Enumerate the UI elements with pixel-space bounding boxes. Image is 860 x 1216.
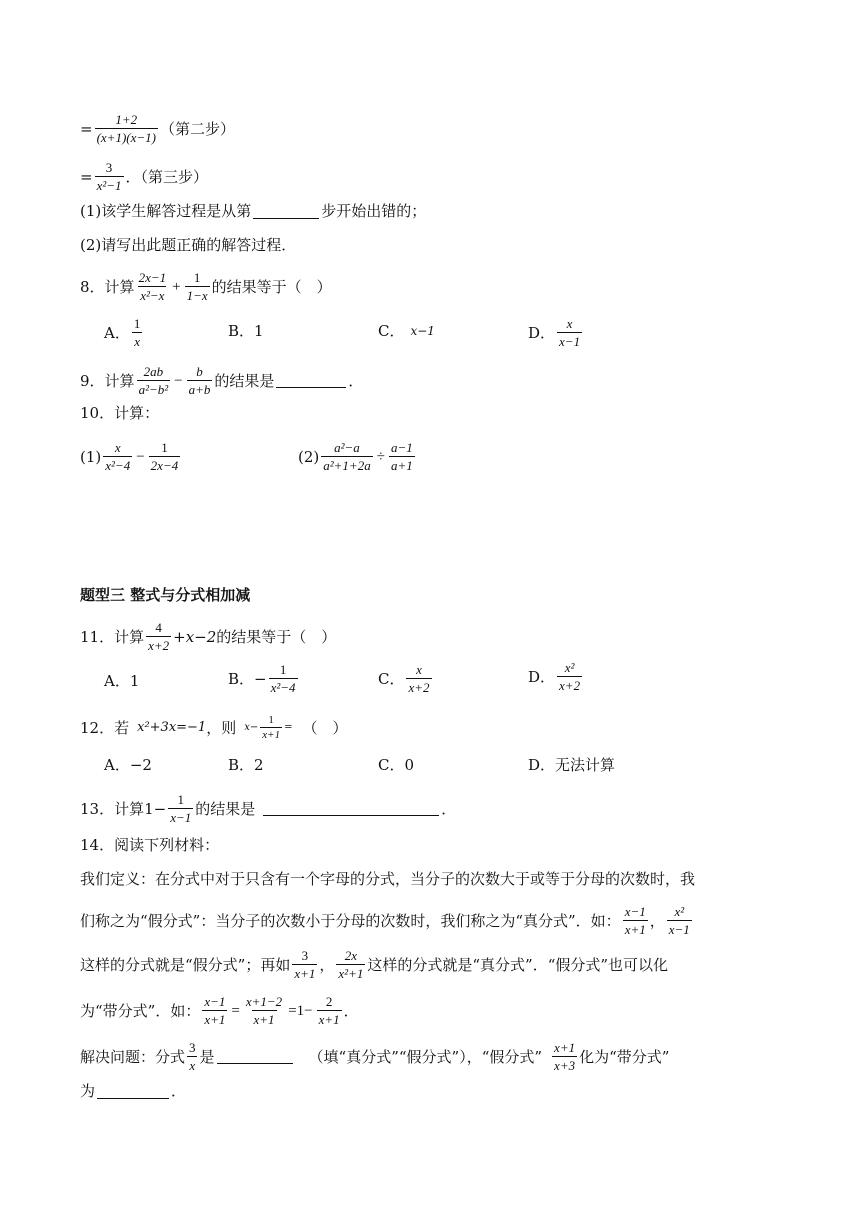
option-key: B．	[228, 756, 255, 774]
paragraph-text: 们称之为“假分式”：当分子的次数小于分母的次数时，我们称之为“真分式”．如：	[80, 911, 621, 930]
option-a[interactable]	[104, 670, 139, 691]
solution-step-3	[80, 160, 208, 193]
option-value: −2	[129, 755, 152, 774]
fraction: $\frac{1}{\text{x²−4}}$	[270, 662, 296, 695]
fraction: x² x−1	[668, 904, 690, 937]
paragraph-line	[80, 904, 694, 937]
question-11	[80, 620, 336, 653]
part-label: (1)	[80, 447, 102, 466]
fraction: x² x+2	[559, 660, 581, 693]
question-number: 13．	[80, 799, 115, 818]
fraction: x x+2	[408, 662, 430, 695]
paragraph-line	[80, 948, 668, 981]
operator: −	[174, 372, 183, 389]
option-b[interactable]	[228, 320, 264, 341]
option-key: B．	[228, 322, 255, 340]
fraction: 2x x²+1	[338, 948, 364, 981]
answer-blank[interactable]	[263, 801, 439, 816]
question-number: 8．	[80, 277, 105, 296]
option-key: C．	[378, 670, 405, 688]
option-key: D．	[528, 756, 556, 774]
option-key: C．	[378, 756, 405, 774]
fraction: x x²−4	[105, 440, 131, 473]
paragraph-text: 为	[80, 1082, 96, 1100]
answer-blank[interactable]	[97, 1084, 169, 1099]
fraction: 2x−1 x²−x	[138, 270, 167, 303]
question-prefix: 计算	[104, 277, 135, 296]
fraction: $\frac{1}{1-x}$	[186, 270, 208, 303]
question-10-part1	[80, 440, 182, 473]
equals-sign: =	[80, 119, 93, 138]
option-value: 2	[254, 755, 264, 774]
paragraph-text: 解决问题：分式	[80, 1047, 186, 1066]
expression: =1−	[288, 1002, 313, 1019]
paragraph-text: 这样的分式就是“真分式”．“假分式”也可以化	[367, 955, 669, 974]
question-14	[80, 834, 219, 856]
equals-sign: =	[284, 721, 293, 733]
paragraph-text: 为“带分式”．如：	[80, 1001, 201, 1020]
option-c[interactable]	[378, 754, 414, 775]
fraction: 1 x	[133, 316, 141, 349]
answer-blank[interactable]	[253, 204, 319, 219]
question-number: 10．	[80, 404, 115, 422]
fraction: $\frac{2}{x+1}$	[318, 994, 340, 1027]
fraction: 3 x+1	[294, 948, 316, 981]
minus-sign: −	[254, 669, 267, 688]
punctuation: ．	[441, 799, 457, 818]
fraction: $\frac{1}{x-1}$	[170, 792, 192, 825]
option-key: A．	[104, 672, 130, 690]
operator: +	[172, 278, 181, 295]
solution-step-2	[80, 112, 235, 145]
q7-part1-suffix: 步开始出错的；	[321, 202, 427, 220]
separator: ，	[319, 955, 335, 974]
question-number: 14．	[80, 836, 115, 854]
option-key: D．	[528, 324, 556, 342]
question-8	[80, 270, 332, 303]
question-10-part2	[298, 440, 417, 473]
section-heading: 题型三 整式与分式相加减	[80, 586, 251, 604]
question-text: 阅读下列材料：	[114, 836, 220, 854]
question-number: 11．	[80, 627, 115, 646]
equation: x²+3x=−1	[137, 719, 207, 735]
fraction: 4 x+2	[148, 620, 170, 653]
paragraph-text: （填“真分式”“假分式”），“假分式”	[308, 1047, 543, 1066]
question-number: 12．	[80, 718, 115, 737]
fraction: $\frac{x-1}{x+1}$	[204, 994, 226, 1027]
expression: +x−2	[173, 627, 217, 646]
question-suffix: （ ）	[302, 718, 348, 737]
option-value: x−1	[410, 323, 435, 338]
question-10	[80, 402, 159, 424]
part-label: (2)	[298, 447, 320, 466]
question-prefix: 若	[114, 718, 130, 737]
question-suffix: 的结果等于（ ）	[216, 627, 337, 646]
operator: ÷	[376, 448, 385, 465]
option-value: 1	[254, 321, 264, 340]
paragraph-line	[80, 1080, 186, 1102]
q7-part1	[80, 200, 426, 222]
step-label: ．（第三步）	[125, 167, 209, 186]
question-number: 9．	[80, 371, 105, 390]
paragraph-text: 这样的分式就是“假分式”；再如	[80, 955, 291, 974]
fraction: 3 x	[189, 1040, 196, 1073]
option-key: D．	[528, 668, 556, 686]
paragraph-text: 是	[199, 1047, 215, 1066]
question-12	[80, 714, 347, 741]
question-9	[80, 364, 363, 397]
equals-sign: =	[231, 1002, 240, 1019]
option-b[interactable]	[228, 754, 264, 775]
paragraph-line	[80, 1040, 669, 1073]
option-a[interactable]	[104, 316, 144, 349]
paragraph-line: 我们定义：在分式中对于只含有一个字母的分式，当分子的次数大于或等于分母的次数时，我	[80, 870, 696, 888]
fraction: x+1 x+3	[554, 1040, 576, 1073]
option-value: 0	[404, 755, 415, 774]
option-d[interactable]	[528, 660, 584, 693]
fraction: x x−1	[559, 316, 581, 349]
question-text: ，则	[206, 718, 237, 737]
question-suffix: 的结果等于（ ）	[211, 277, 332, 296]
fraction: $\frac{x+1-2}{x+1}$	[245, 994, 283, 1027]
fraction: 2ab a²−b²	[138, 364, 169, 397]
answer-blank[interactable]	[217, 1049, 293, 1064]
question-text: 计算：	[114, 404, 160, 422]
question-prefix: 计算	[114, 627, 145, 646]
option-d[interactable]	[528, 316, 584, 349]
option-c[interactable]	[378, 662, 434, 695]
option-key: A．	[104, 756, 130, 774]
question-prefix: 计算	[104, 371, 135, 390]
fraction: $\frac{1}{x+1}$	[262, 714, 281, 741]
question-suffix: 的结果是	[195, 799, 256, 818]
punctuation: ．	[348, 371, 364, 390]
expression: x−	[244, 721, 259, 733]
fraction: $\frac{1+2}{(x+1)(x-1)}$	[96, 112, 156, 145]
option-key: C．	[378, 322, 405, 340]
separator: ，	[649, 911, 665, 930]
question-prefix: 计算1−	[114, 799, 167, 818]
question-suffix: 的结果是	[214, 371, 275, 390]
paragraph-line	[80, 994, 359, 1027]
punctuation: ．	[343, 1001, 359, 1020]
option-c[interactable]	[378, 320, 435, 341]
fraction: $\frac{a-1}{a+1}$	[390, 440, 413, 473]
punctuation: ．	[171, 1082, 187, 1100]
option-d[interactable]	[528, 754, 615, 775]
paragraph-text: 化为“带分式”	[579, 1047, 670, 1066]
option-value: 1	[129, 671, 140, 690]
option-value: 无法计算	[555, 756, 616, 774]
fraction: $\frac{3}{\text{x²−1}}$	[96, 160, 122, 193]
operator: −	[136, 448, 145, 465]
fraction: $\frac{1}{2x-4}$	[150, 440, 179, 473]
option-key: B．	[228, 670, 255, 688]
step-label: （第二步）	[159, 119, 235, 138]
option-key: A．	[104, 324, 130, 342]
q7-part2: (2)请写出此题正确的解答过程．	[80, 236, 297, 254]
answer-blank[interactable]	[276, 373, 346, 388]
option-b[interactable]	[228, 662, 300, 695]
option-a[interactable]	[104, 754, 152, 775]
fraction: $\frac{b}{a+b}$	[188, 364, 211, 397]
fraction: x−1 x+1	[624, 904, 646, 937]
q7-part1-text: (1)该学生解答过程是从第	[80, 202, 252, 220]
fraction: $\frac{\text{a²−a}}{\text{a²+1+2a}}$	[323, 440, 371, 473]
equals-sign: =	[80, 167, 93, 186]
question-13	[80, 792, 456, 825]
